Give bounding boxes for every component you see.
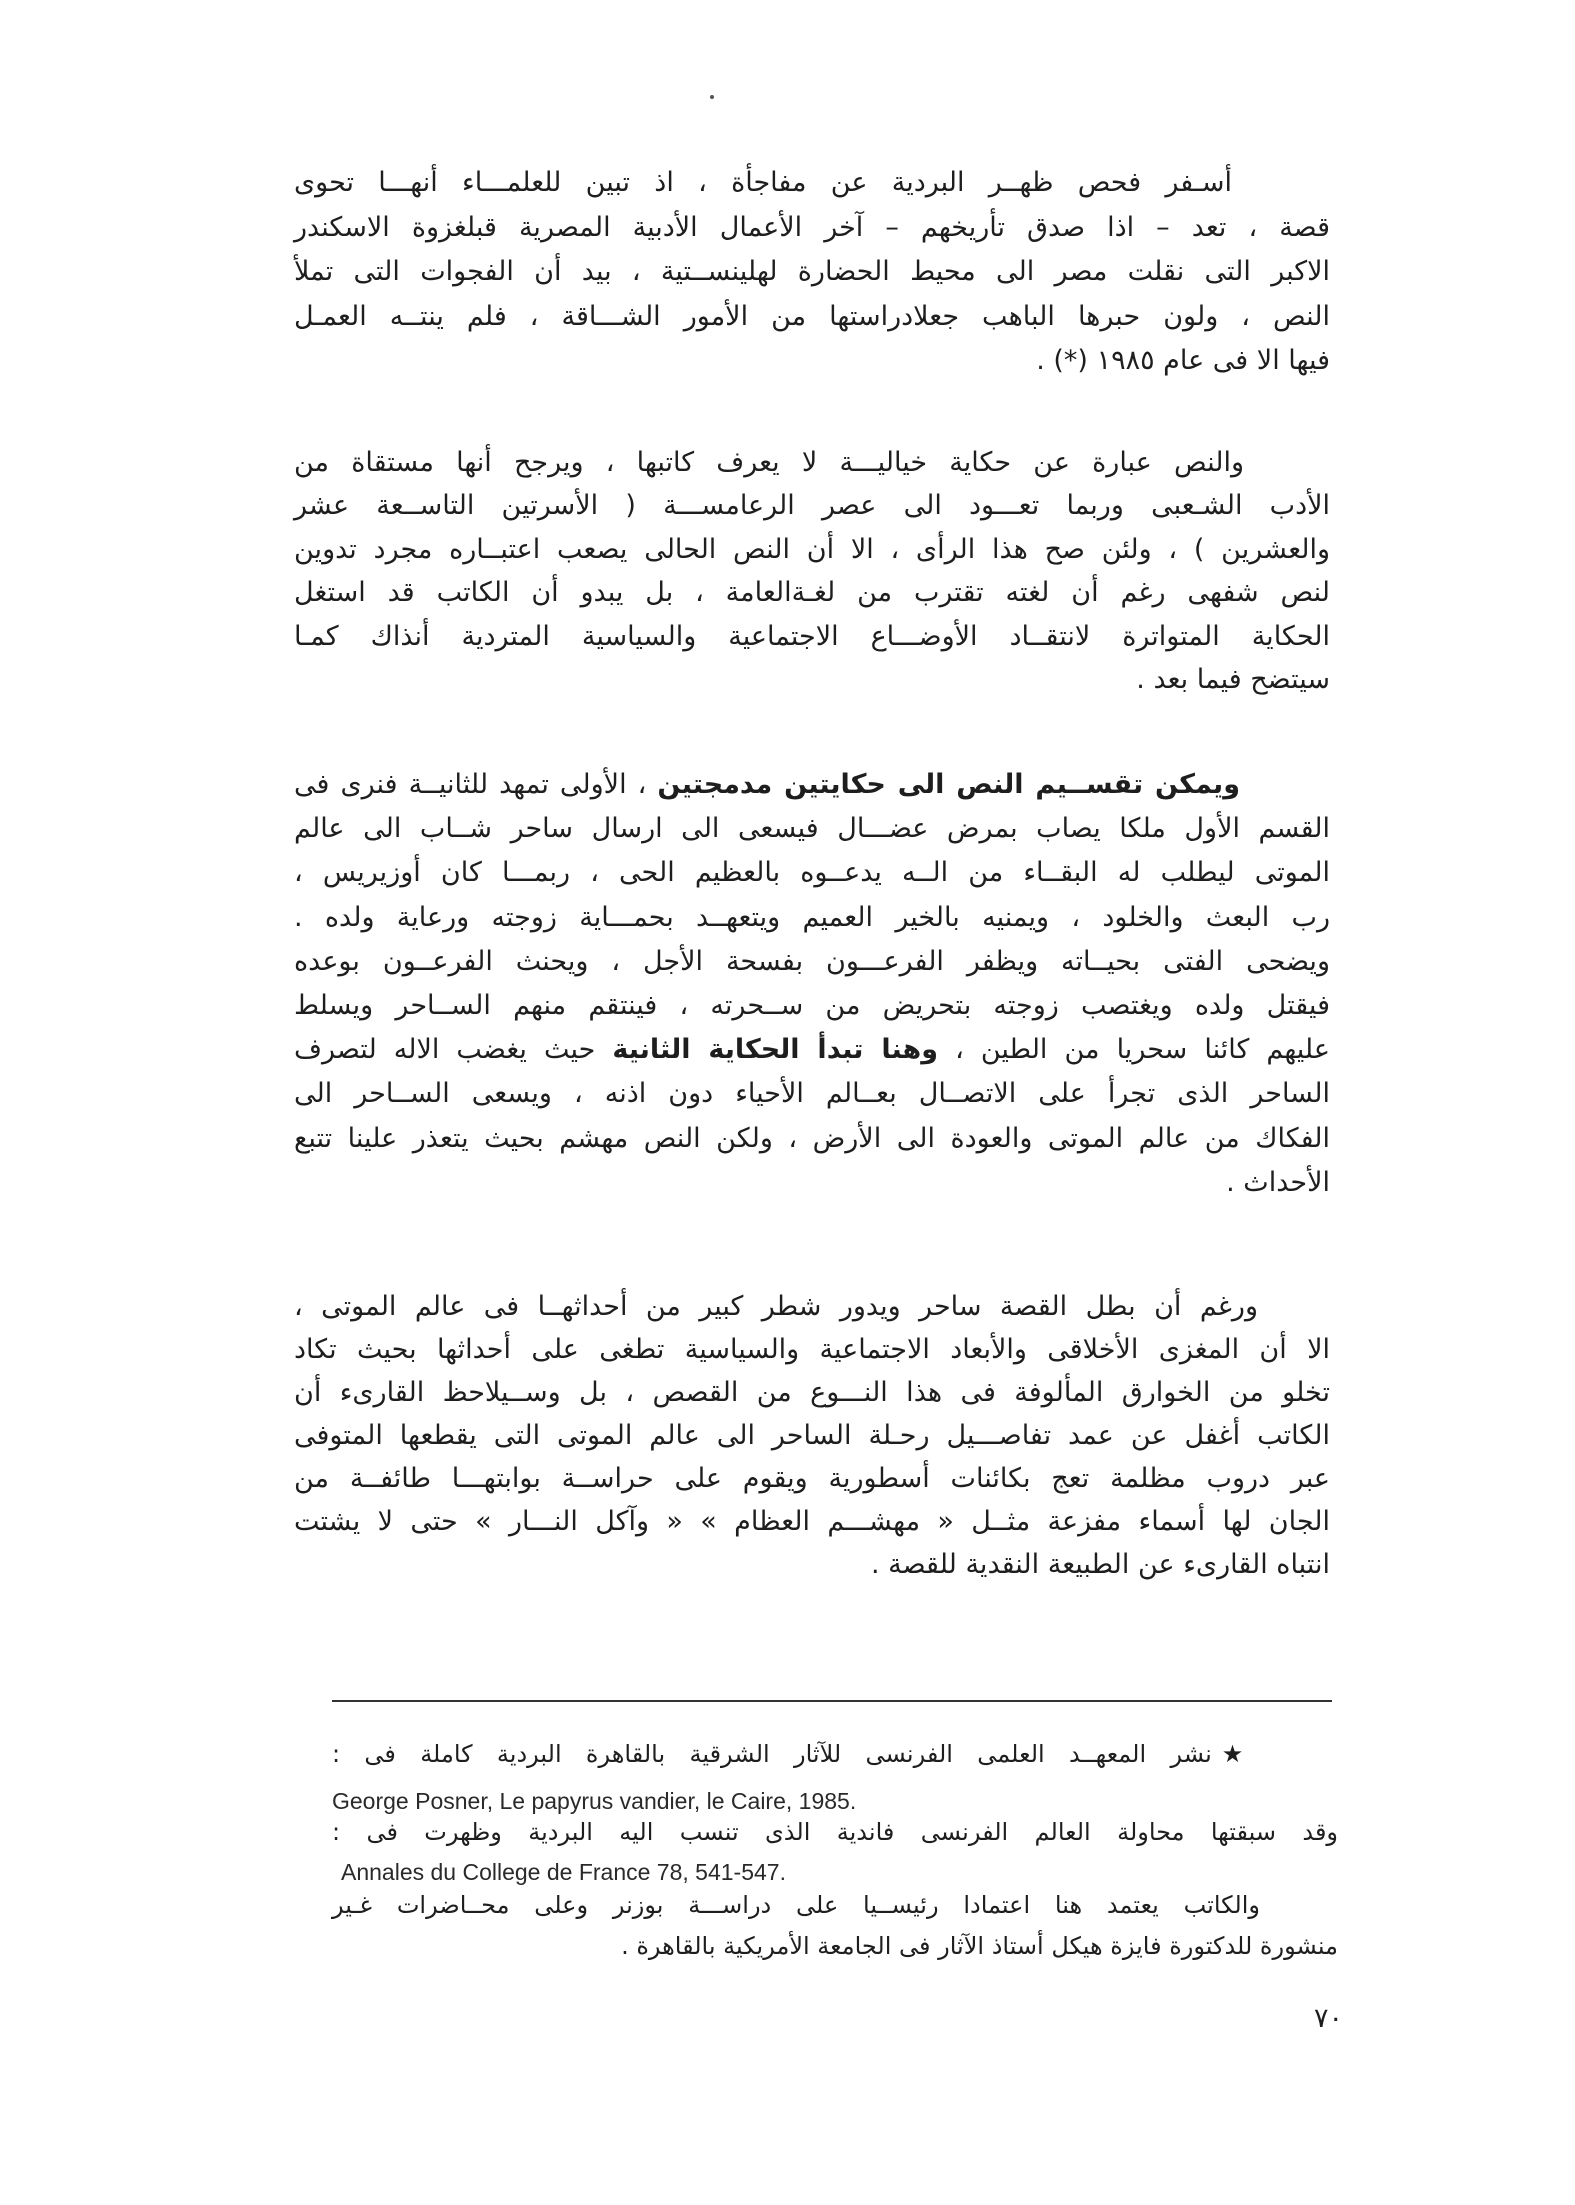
body-text-line: الحكاية المتواترة لانتقــاد الأوضـــاع الاجتماعية والسياسية المتردية أنذاك كمـا bbox=[294, 620, 1330, 652]
body-text-line: والنص عبارة عن حكاية خياليـــة لا يعرف كاتبها ، ويرجح أنها مستقاة من bbox=[294, 447, 1244, 478]
body-text-line: رب البعث والخلود ، ويمنيه بالخير العميم ويتعهــد بحمـــاية زوجته ورعاية ولده . bbox=[294, 901, 1330, 933]
footnote-text: نشر المعهــد العلمى الفرنسى للآثار الشرقية بالقاهرة البردية كاملة فى : bbox=[332, 1740, 1212, 1768]
footnote-line: والكاتب يعتمد هنا اعتمادا رئيســيا على دراســـة بوزنر وعلى محــاضرات غـير bbox=[332, 1891, 1260, 1919]
body-text-line: سيتضح فيما بعد . bbox=[1136, 663, 1330, 695]
body-text-line: أسـفر فحص ظهــر البردية عن مفاجأة ، اذ تبين للعلمـــاء أنهـــا تحوى bbox=[294, 167, 1232, 198]
body-text-line: ورغم أن بطل القصة ساحر ويدور شطر كبير من أحداثهــا فى عالم الموتى ، bbox=[294, 1291, 1258, 1322]
body-text-line: الموتى ليطلب له البقــاء من الــه يدعــوه بالعظيم الحى ، ربمـــا كان أوزيريس ، bbox=[294, 857, 1330, 889]
footnote-citation: George Posner, Le papyrus vandier, le Caire, 1985. bbox=[332, 1788, 857, 1814]
body-text-line bbox=[294, 763, 1330, 807]
text-segment: عليهم كائنا سحريا من الطين ، bbox=[938, 1034, 1330, 1066]
scan-speck bbox=[710, 95, 714, 99]
body-text-line: الا أن المغزى الأخلاقى والأبعاد الاجتماعية والسياسية تطغى على أحداثها بحيث تكاد bbox=[294, 1334, 1330, 1365]
emphasized-phrase: ويمكن تقســيم النص الى حكايتين مدمجتين bbox=[657, 769, 1240, 800]
footnote-line: وقد سبقتها محاولة العالم الفرنسى فاندية الذى تنسب اليه البردية وظهرت فى : bbox=[332, 1818, 1338, 1846]
paragraph bbox=[294, 441, 1330, 701]
body-text-line: انتباه القارىء عن الطبيعة النقدية للقصة . bbox=[871, 1549, 1330, 1580]
paragraph bbox=[294, 763, 1330, 1205]
body-text-line: الساحر الذى تجرأ على الاتصــال بعــالم الأحياء دون اذنه ، ويسعى الســاحر الى bbox=[294, 1078, 1330, 1110]
body-text-line: والعشرين ) ، ولئن صح هذا الرأى ، الا أن النص الحالى يصعب اعتبــاره مجرد تدوين bbox=[294, 533, 1330, 565]
body-text-line bbox=[294, 1028, 1330, 1072]
body-text-line: قصة ، تعد – اذا صدق تأريخهم – آخر الأعمال الأدبية المصرية قبلغزوة الاسكندر bbox=[294, 211, 1330, 243]
footnote-line: منشورة للدكتورة فايزة هيكل أستاذ الآثار فى الجامعة الأمريكية بالقاهرة . bbox=[621, 1932, 1338, 1960]
text-segment: حيث يغضب الاله لتصرف bbox=[294, 1034, 613, 1066]
emphasized-phrase: وهنا تبدأ الحكاية الثانية bbox=[612, 1034, 938, 1066]
body-text-line: تخلو من الخوارق المألوفة فى هذا النـــوع من القصص ، بل وســيلاحظ القارىء أن bbox=[294, 1377, 1330, 1408]
body-text-line: الجان لها أسماء مفزعة مثــل « مهشـــم العظام » « وآكل النـــار » حتى لا يشتت bbox=[294, 1506, 1330, 1537]
footnote-line bbox=[332, 1736, 1338, 1772]
body-text-line: ويضحى الفتى بحيــاته ويظفر الفرعـــون بفسحة الأجل ، ويحنث الفرعــون بوعده bbox=[294, 945, 1330, 977]
body-text-line: فيقتل ولده ويغتصب زوجته بتحريض من ســحرته ، فينتقم منهم الســاحر ويسلط bbox=[294, 989, 1330, 1021]
page-number: ٧٠ bbox=[1313, 2003, 1343, 2034]
paragraph bbox=[294, 1285, 1330, 1586]
text-segment: ، الأولى تمهد للثانيــة فنرى فى bbox=[294, 769, 658, 800]
paragraph bbox=[294, 161, 1330, 384]
body-text-line: الكاتب أغفل عن عمد تفاصـــيل رحـلة الساحر الى عالم الموتى التى يقطعها المتوفى bbox=[294, 1420, 1330, 1451]
footnote-star-icon: ★ bbox=[1221, 1740, 1260, 1768]
footnote-separator bbox=[332, 1700, 1332, 1702]
footnote-citation: Annales du College de France 78, 541-547. bbox=[341, 1859, 786, 1885]
body-text-line: الاكبر التى نقلت مصر الى محيط الحضارة لهلينســتية ، بيد أن الفجوات التى تملأ bbox=[294, 256, 1330, 287]
body-text-line: الأحداث . bbox=[1226, 1166, 1330, 1198]
body-text-line: الأدب الشـعبى وربما تعـــود الى عصر الرعامســـة ( الأسرتين التاســعة عشر bbox=[294, 490, 1330, 522]
body-text-line: القسم الأول ملكا يصاب بمرض عضـــال فيسعى الى ارسال ساحر شــاب الى عالم bbox=[294, 813, 1330, 845]
body-text-line: عبر دروب مظلمة تعج بكائنات أسطورية ويقوم على حراســة بوابتهـــا طائفــة من bbox=[294, 1463, 1330, 1494]
body-text-line: فيها الا فى عام ١٩٨٥ (*) . bbox=[1036, 345, 1330, 376]
body-text-line: الفكاك من عالم الموتى والعودة الى الأرض ، ولكن النص مهشم بحيث يتعذر علينا تتبع bbox=[294, 1122, 1330, 1154]
body-text-line: لنص شفهى رغم أن لغته تقترب من لغـةالعامة ، بل يبدو أن الكاتب قد استغل bbox=[294, 577, 1330, 609]
body-text-line: النص ، ولون حبرها الباهب جعلادراستها من الأمور الشـــاقة ، فلم ينتــه العمـل bbox=[294, 300, 1330, 332]
